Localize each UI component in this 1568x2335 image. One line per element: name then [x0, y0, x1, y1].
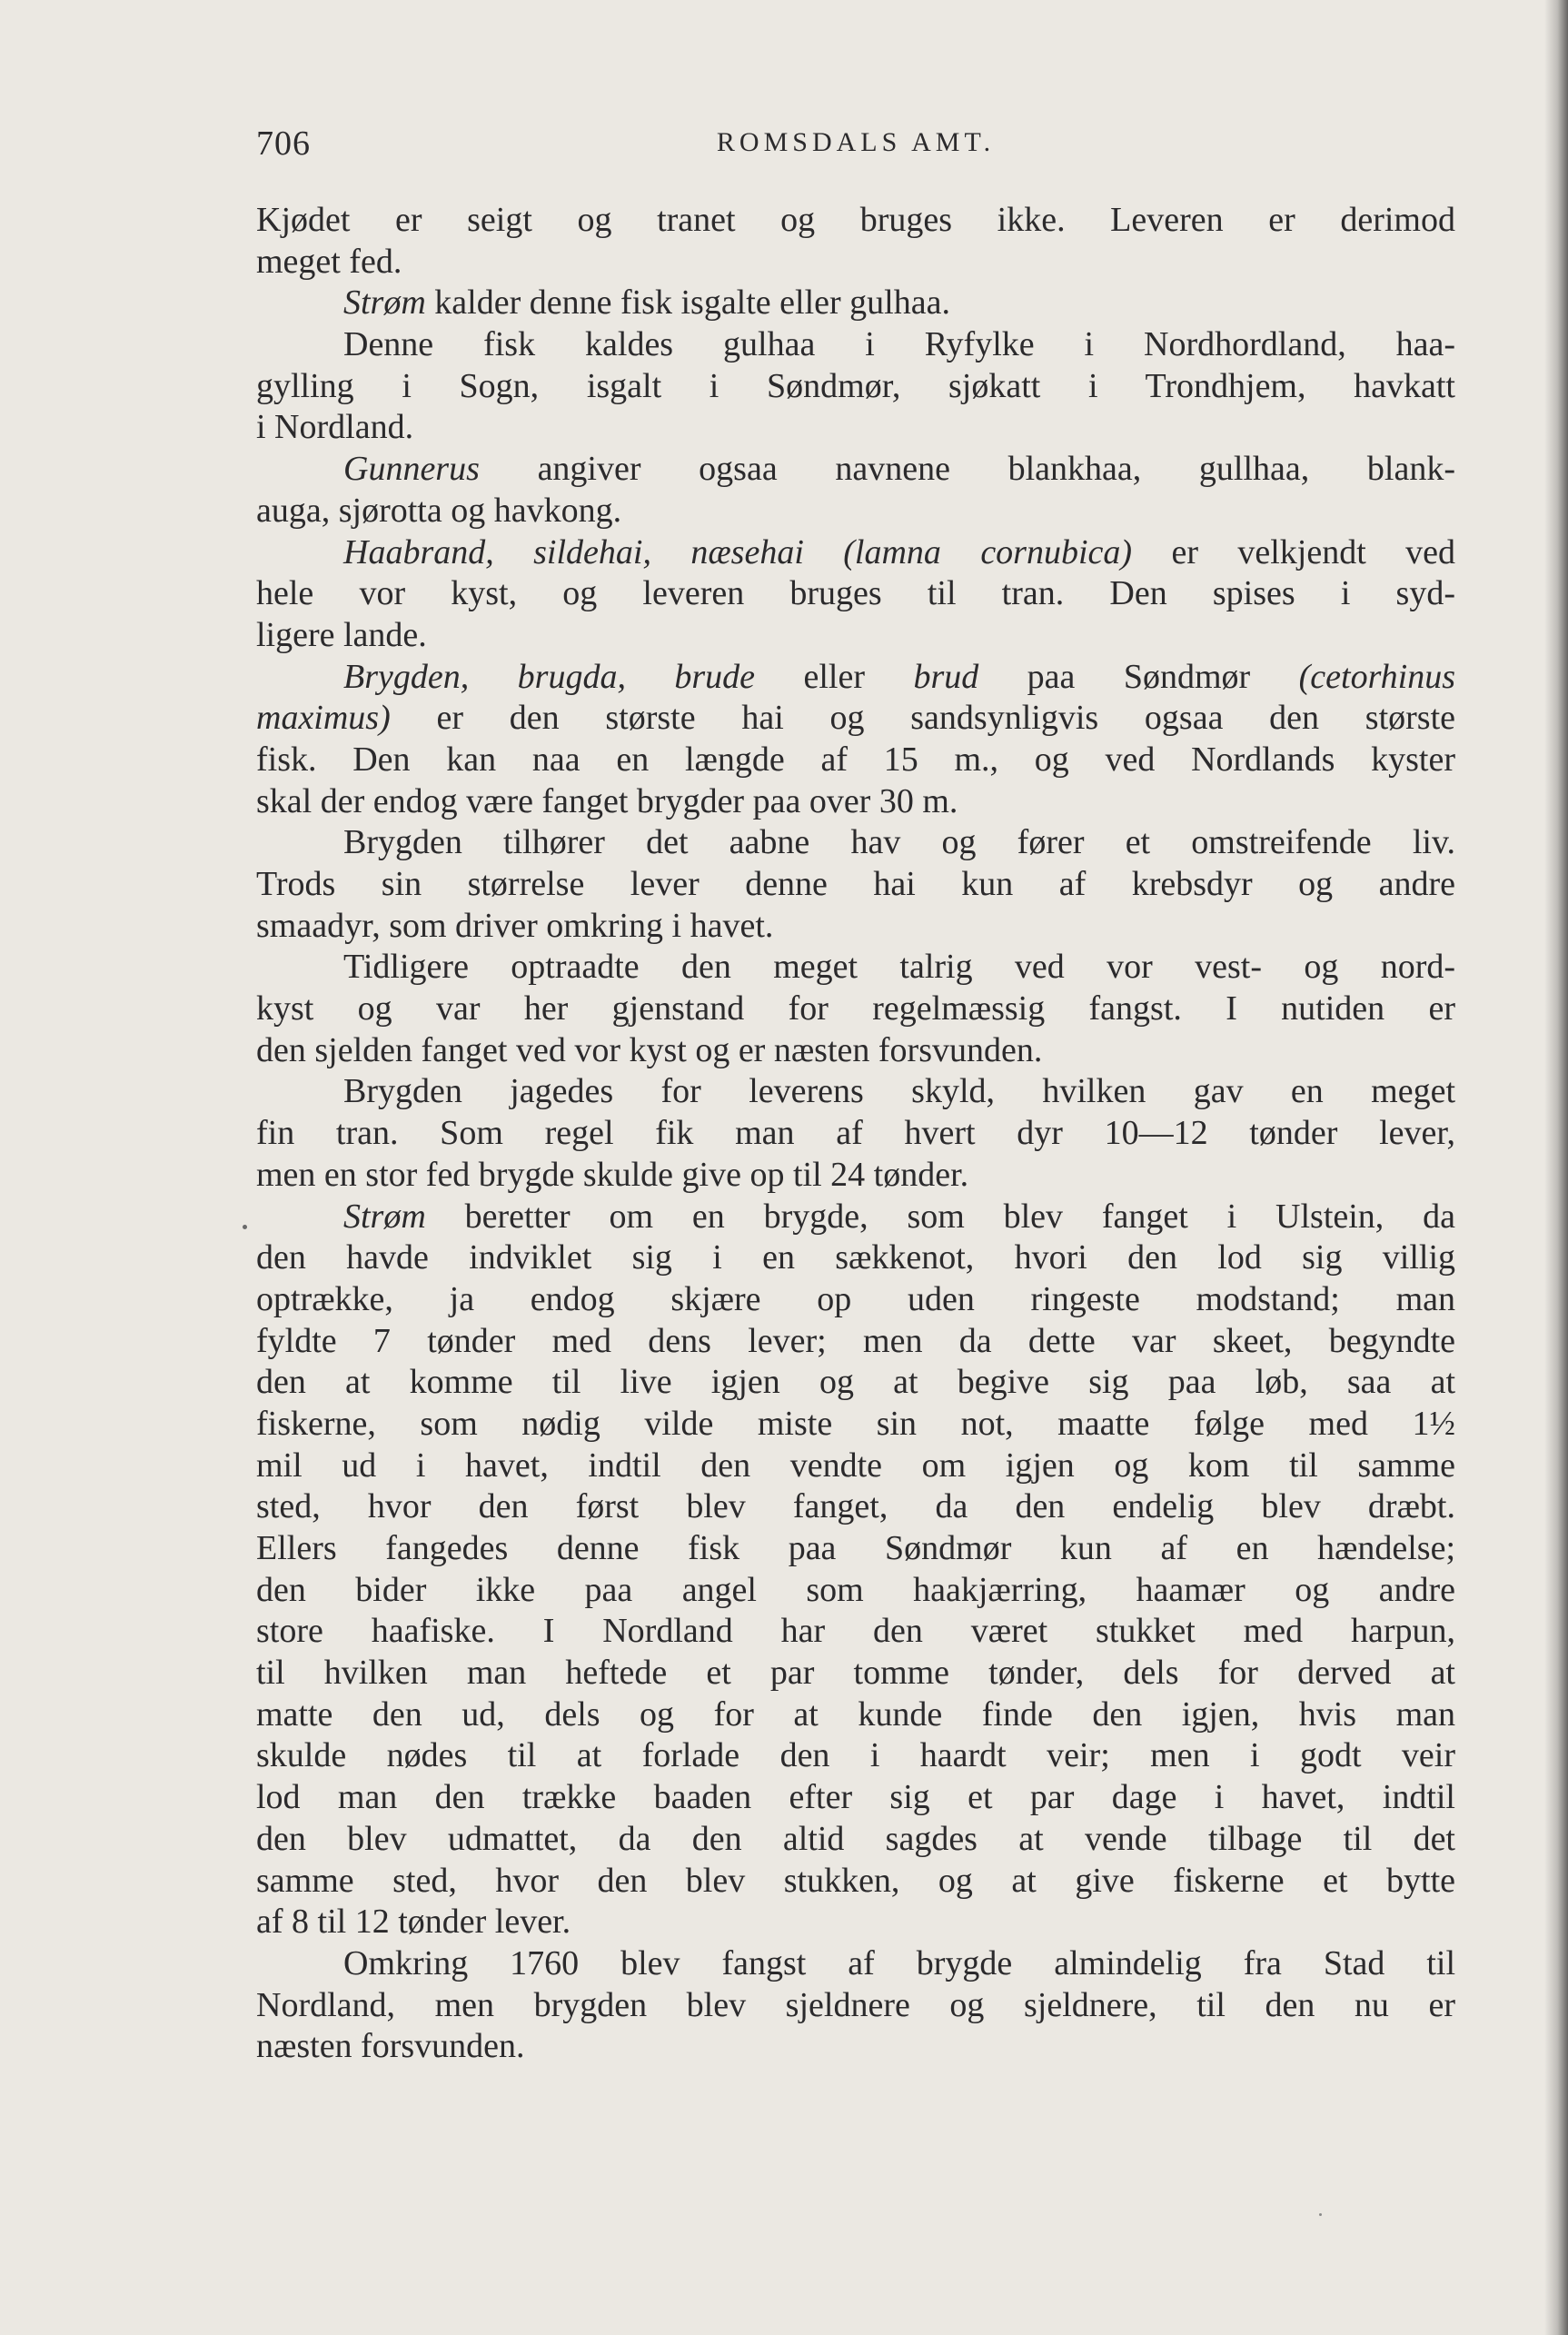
text-line: Tidligere optraadte den meget talrig ved vor vest- og nord-: [343, 948, 1455, 987]
latin-name: maximus): [256, 699, 391, 738]
text-line: Ellers fangedes denne fisk paa Søndmør kun af en hændelse;: [256, 1529, 1455, 1567]
latin-name: (lamna cornubica): [843, 532, 1133, 571]
text-line: til hvilken man heftede et par tomme tønder, dels for derved at: [256, 1654, 1455, 1693]
text-line: fisk. Den kan naa en længde af 15 m., og ved Nordlands kyster: [256, 740, 1455, 779]
text-line: lod man den trække baaden efter sig et par dage i havet, indtil: [256, 1778, 1455, 1817]
text-line: store haafiske. I Nordland har den været stukket med harpun,: [256, 1612, 1455, 1651]
species-name: brud: [913, 657, 979, 696]
text-line: hele vor kyst, og leveren bruges til tran. Den spises i syd-: [256, 574, 1455, 613]
text-fragment: eller: [803, 657, 865, 696]
text-line: fin tran. Som regel fik man af hvert dyr 10—12 tønder lever,: [256, 1114, 1455, 1153]
text-line: optrække, ja endog skjære op uden ringeste modstand; man: [256, 1279, 1455, 1318]
text-line: meget fed.: [256, 242, 402, 281]
text-line: næsten forsvunden.: [256, 2027, 525, 2066]
text-line: den at komme til live igjen og at begive sig paa løb, saa at: [256, 1363, 1455, 1402]
text-line: den blev udmattet, da den altid sagdes at vende tilbage til det: [256, 1819, 1455, 1858]
text-line: den sjelden fanget ved vor kyst og er næsten forsvunden.: [256, 1030, 1043, 1069]
text-fragment: er den største hai og sandsynligvis ogsaa den største: [436, 699, 1455, 738]
margin-speck: [243, 1225, 247, 1229]
text-line: matte den ud, dels og for at kunde finde den igjen, hvis man: [256, 1694, 1455, 1734]
text-line: smaadyr, som driver omkring i havet.: [256, 906, 774, 945]
page-header: [256, 124, 1455, 174]
page-number: 706: [256, 124, 311, 163]
species-name: Haabrand, sildehai, næsehai: [343, 532, 804, 571]
text-line: men en stor fed brygde skulde give op til 24 tønder.: [256, 1155, 969, 1194]
author-name: Strøm: [343, 1197, 426, 1236]
text-line: fiskerne, som nødig vilde miste sin not, maatte følge med 1½: [256, 1404, 1455, 1443]
text-line: [256, 532, 1455, 574]
text-line: ligere lande.: [256, 615, 427, 654]
text-fragment: er velkjendt ved: [1171, 532, 1456, 571]
text-line: Nordland, men brygden blev sjeldnere og sjeldnere, til den nu er: [256, 1985, 1455, 2024]
text-fragment: kalder denne fisk isgalte eller gulhaa.: [434, 283, 950, 323]
text-fragment: angiver ogsaa navnene blankhaa, gullhaa, blank-: [537, 450, 1456, 489]
text-line: [256, 698, 1455, 740]
text-line: mil ud i havet, indtil den vendte om igjen og kom til samme: [256, 1446, 1455, 1485]
text-line: den havde indviklet sig i en sækkenot, hvori den lod sig villig: [256, 1238, 1455, 1277]
text-line: sted, hvor den først blev fanget, da den endelig blev dræbt.: [256, 1487, 1455, 1526]
text-line: [256, 657, 1455, 699]
author-name: Gunnerus: [343, 450, 480, 489]
text-fragment: paa Søndmør: [1027, 657, 1251, 696]
text-line: [256, 1197, 1455, 1238]
latin-name: (cetorhinus: [1298, 657, 1456, 696]
text-line: den bider ikke paa angel som haakjærring, haamær og andre: [256, 1570, 1455, 1609]
text-line: skulde nødes til at forlade den i haardt veir; men i godt veir: [256, 1736, 1455, 1775]
running-head: ROMSDALS AMT.: [716, 127, 996, 157]
page-edge-shadow: [1544, 0, 1568, 2335]
text-fragment: beretter om en brygde, som blev fanget i Ulstein, da: [464, 1197, 1456, 1236]
text-line: Omkring 1760 blev fangst af brygde almindelig fra Stad til: [343, 1943, 1455, 1982]
text-line: kyst og var her gjenstand for regelmæssig fangst. I nutiden er: [256, 989, 1455, 1028]
author-name: Strøm: [343, 283, 426, 323]
text-line: Brygden tilhører det aabne hav og fører et omstreifende liv.: [343, 823, 1455, 862]
text-line: Denne fisk kaldes gulhaa i Ryfylke i Nordhordland, haa-: [343, 325, 1455, 364]
text-line: gylling i Sogn, isgalt i Søndmør, sjøkatt i Trondhjem, havkatt: [256, 366, 1455, 405]
text-line: auga, sjørotta og havkong.: [256, 491, 622, 530]
text-line: Trods sin størrelse lever denne hai kun af krebsdyr og andre: [256, 865, 1455, 903]
text-line: [256, 449, 1455, 491]
text-line: af 8 til 12 tønder lever.: [256, 1903, 571, 1942]
paper-speck: [1319, 2213, 1322, 2216]
text-line: Brygden jagedes for leverens skyld, hvilken gav en meget: [343, 1072, 1455, 1111]
text-line: Kjødet er seigt og tranet og bruges ikke. Leveren er derimod: [256, 201, 1455, 239]
text-line: [256, 283, 1455, 324]
text-line: fyldte 7 tønder med dens lever; men da dette var skeet, begyndte: [256, 1321, 1455, 1360]
text-line: i Nordland.: [256, 408, 414, 447]
body-text: [256, 200, 1455, 2068]
text-line: samme sted, hvor den blev stukken, og at give fiskerne et bytte: [256, 1861, 1455, 1900]
species-name: Brygden, brugda, brude: [343, 657, 756, 696]
text-line: skal der endog være fanget brygder paa over 30 m.: [256, 781, 958, 820]
